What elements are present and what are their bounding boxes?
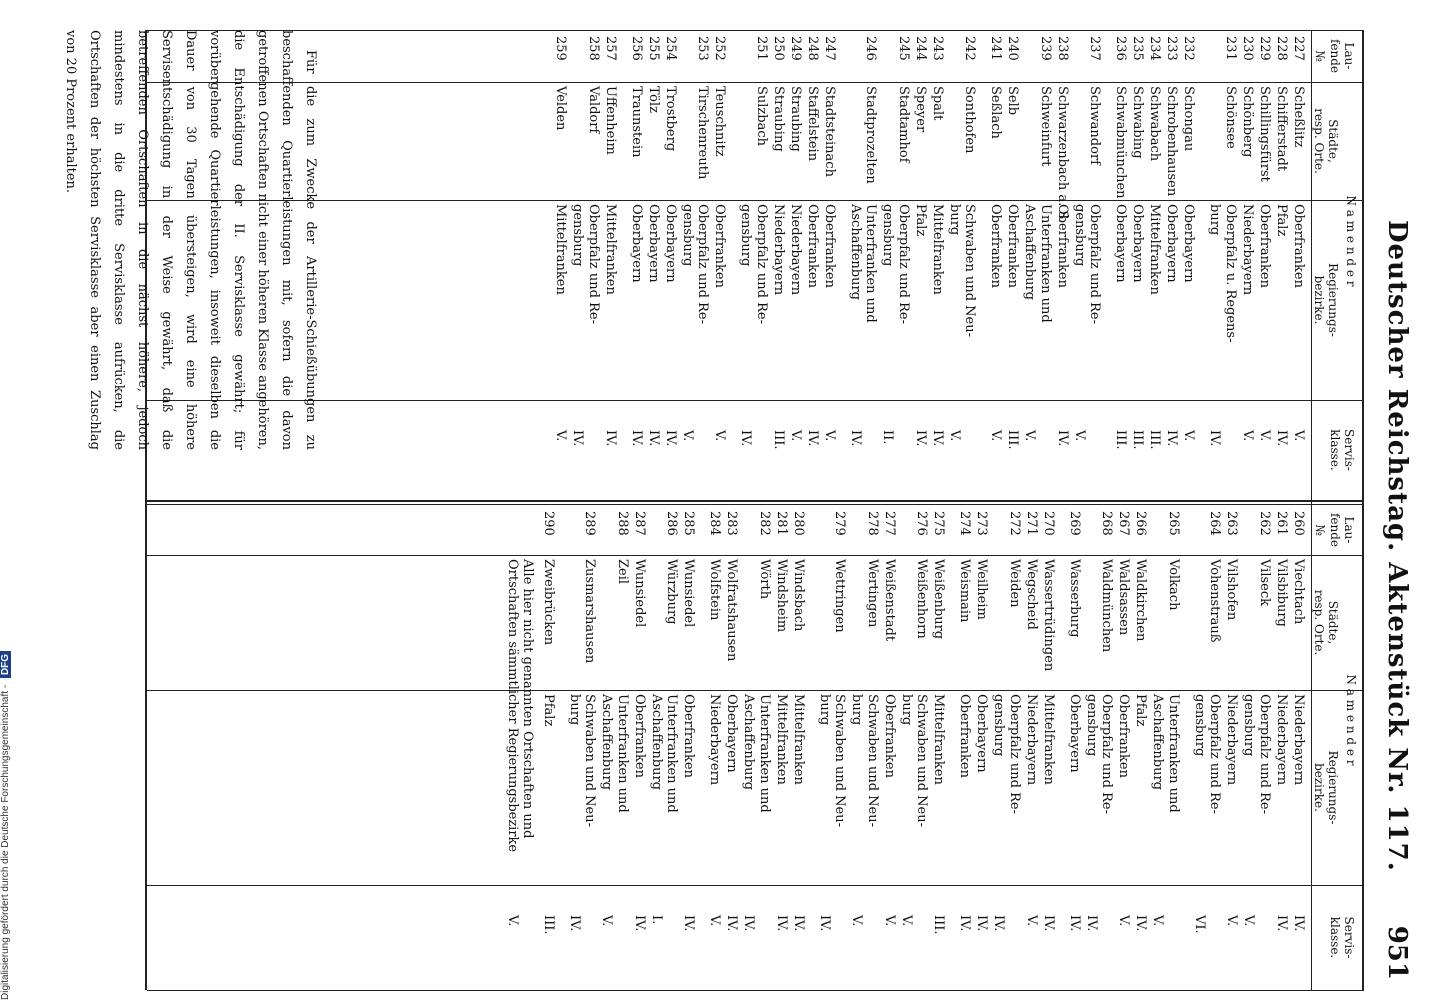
row-place: Waldkirchen <box>1133 559 1149 642</box>
row-nr: 271 <box>1024 511 1039 536</box>
row-nr: 274 <box>957 511 973 536</box>
row-place: Weißenburg <box>931 559 947 640</box>
row-nr: 261 <box>1274 511 1289 536</box>
row-class: IV. <box>1041 915 1056 932</box>
row-district: Oberbayern <box>724 694 740 773</box>
row-district: Oberbayern <box>1164 204 1180 283</box>
row-nr: 245 <box>896 36 911 61</box>
row-nr: 286 <box>664 511 680 536</box>
row-nr: 269 <box>1067 511 1082 536</box>
table-rule-vertical <box>147 30 1364 31</box>
row-class: III. <box>771 430 786 450</box>
table-rule-vertical <box>147 200 1364 201</box>
row-district: Oberfranken <box>681 694 697 778</box>
row-nr: 281 <box>774 511 789 536</box>
row-nr: 285 <box>681 511 697 536</box>
row-place: Viechtach <box>1291 559 1306 625</box>
row-class: V. <box>822 430 837 442</box>
header-nr: Lau- fende № <box>1313 38 1356 74</box>
row-nr: 237 <box>1087 36 1103 61</box>
row-district: Niederbayern <box>1024 694 1039 786</box>
row-nr: 253 <box>695 36 711 61</box>
row-class: II. <box>880 430 896 445</box>
table-rule-vertical <box>147 400 1364 401</box>
header-district: Regierungs- bezirke. <box>1311 263 1340 337</box>
header-class: Servis- klasse. <box>1327 429 1356 471</box>
row-place: Wasserburg <box>1067 559 1082 638</box>
row-place: Zweibrücken <box>541 559 556 646</box>
row-class: V. <box>599 915 615 927</box>
row-class: V. <box>899 915 914 927</box>
table-rule-vertical <box>147 885 1364 886</box>
row-place: Stadtsteinach <box>822 86 837 177</box>
row-nr: 290 <box>541 511 556 536</box>
row-class: IV. <box>805 430 820 447</box>
row-nr: 241 <box>988 36 1004 61</box>
row-place: Vilsbiburg <box>1274 559 1289 627</box>
dfg-credit <box>0 0 14 1000</box>
row-district: Mittelfranken <box>603 204 618 295</box>
row-place: Schwabmünchen <box>1113 86 1129 199</box>
row-place: Wassertrüdingen <box>1041 559 1056 672</box>
row-class: V. <box>1072 430 1087 442</box>
row-district: Oberfranken <box>712 204 728 288</box>
row-district: Oberpfalz und Re- gensburg <box>1084 694 1115 814</box>
row-nr: 259 <box>553 36 569 61</box>
row-class: I. <box>649 915 664 925</box>
row-class: IV. <box>1291 915 1306 932</box>
row-class: IV. <box>1133 915 1149 932</box>
row-nr: 235 <box>1130 36 1146 61</box>
table-rule-vertical <box>147 690 1364 691</box>
row-nr: 228 <box>1274 36 1289 61</box>
row-place: Würzburg <box>664 559 680 625</box>
row-district: Mittelfranken <box>931 694 947 785</box>
row-place: Waldmünchen <box>1099 559 1115 653</box>
row-district: Niederbayern <box>1274 694 1289 786</box>
row-place: Traunstein <box>629 86 644 158</box>
row-district: Niederbayern <box>771 204 786 296</box>
row-class: IV. <box>738 430 754 447</box>
row-class: IV. <box>791 915 806 932</box>
row-district: Mittelfranken <box>1147 204 1163 295</box>
row-district: Oberbayern <box>1130 204 1146 283</box>
row-place: Wegscheid <box>1024 559 1039 630</box>
row-class: V. <box>1224 915 1240 927</box>
row-nr: 256 <box>629 36 644 61</box>
row-district: Schwaben und Neu- burg <box>817 694 848 827</box>
row-district: Oberfranken <box>805 204 820 288</box>
row-nr: 264 <box>1207 511 1223 536</box>
row-class: IV. <box>817 915 832 932</box>
row-class: IV. <box>603 430 618 447</box>
row-place: Schrobenhausen <box>1164 86 1180 197</box>
row-nr: 231 <box>1223 36 1238 61</box>
row-place: Velden <box>553 86 569 131</box>
dfg-logo: DFG <box>0 651 11 678</box>
row-district: Oberfranken <box>1116 694 1132 778</box>
row-place: Windsheim <box>774 559 789 633</box>
header-place: Städte, resp. Orte. <box>1311 589 1340 656</box>
row-nr: 242 <box>962 36 978 61</box>
row-district: Pfalz <box>913 204 928 237</box>
row-place: Stadtamhof <box>896 86 911 163</box>
table-rule-vertical <box>147 504 1364 505</box>
row-class: IV. <box>1055 430 1070 447</box>
row-district: Oberbayern <box>974 694 990 773</box>
row-place: Tölz <box>646 86 661 114</box>
row-place: Volkach <box>1166 559 1181 611</box>
header-names-group: N a m e n d e r <box>1344 674 1358 766</box>
row-district: Unterfranken und Aschaffenburg <box>1022 204 1053 323</box>
row-class: IV. <box>1084 915 1099 932</box>
row-class: IV. <box>848 430 863 447</box>
row-class: IV. <box>663 430 678 447</box>
row-place: Tirschenreuth <box>695 86 711 180</box>
row-class: IV. <box>930 430 945 447</box>
row-class: IV. <box>741 915 757 932</box>
row-class: IV. <box>724 915 740 932</box>
row-nr: 276 <box>914 511 930 536</box>
row-class: V. <box>1241 915 1257 927</box>
row-place: Weißenstadt <box>882 559 897 642</box>
row-class: IV. <box>646 430 661 447</box>
row-nr: 279 <box>832 511 848 536</box>
row-nr: 263 <box>1224 511 1240 536</box>
row-district: Schwaben und Neu- burg <box>567 694 598 827</box>
row-place: Wertingen <box>865 559 880 628</box>
row-district: Oberfranken <box>957 694 973 778</box>
header-names-group: N a m e n d e r <box>1344 195 1358 287</box>
row-class: III. <box>1147 430 1163 450</box>
table-rule-vertical <box>147 555 1364 556</box>
row-class: IV. <box>1067 915 1082 932</box>
row-district: Oberfranken <box>632 694 647 778</box>
row-district: Pfalz <box>541 694 556 727</box>
row-nr: 251 <box>754 36 769 61</box>
row-district: Schwaben und Neu- burg <box>849 694 880 827</box>
row-district: Unterfranken und Aschaffenburg <box>599 694 630 813</box>
row-nr: 288 <box>615 511 630 536</box>
row-class: IV. <box>991 915 1007 932</box>
row-place: Weilheim <box>974 559 990 620</box>
row-district: Schwaben und Neu- burg <box>947 204 978 337</box>
row-nr: 265 <box>1166 511 1181 536</box>
row-nr: 277 <box>882 511 897 536</box>
row-remainder-text: Alle hier nicht genannten Ortschaften und Ortschaften sämmtlicher Regierungsbezirke <box>505 559 535 853</box>
row-district: Oberpfalz und Re- gensburg <box>570 204 601 324</box>
row-district: Oberpfalz und Re- gensburg <box>738 204 769 324</box>
row-nr: 270 <box>1041 511 1056 536</box>
row-place: Valdorf <box>586 86 601 134</box>
row-nr: 260 <box>1291 511 1306 536</box>
row-place: Zeil <box>615 559 630 585</box>
row-nr: 230 <box>1240 36 1255 61</box>
row-district: Oberbayern <box>1067 694 1082 773</box>
row-nr: 272 <box>1007 511 1022 536</box>
row-class: IV. <box>570 430 586 447</box>
row-remainder-class: V. <box>505 915 520 927</box>
row-place: Selb <box>1005 86 1021 116</box>
row-district: Niederbayern <box>788 204 803 296</box>
row-district: Mittelfranken <box>930 204 945 295</box>
row-place: Weißenhorn <box>914 559 930 639</box>
row-nr: 238 <box>1055 36 1070 61</box>
row-place: Schwabing <box>1130 86 1146 159</box>
row-class: V. <box>1150 915 1166 927</box>
row-class: V. <box>680 430 695 442</box>
row-class: V. <box>1257 430 1272 442</box>
row-nr: 248 <box>805 36 820 61</box>
row-class: V. <box>712 430 728 442</box>
row-district: Oberbayern <box>1113 204 1129 283</box>
row-class: V. <box>849 915 865 927</box>
row-nr: 249 <box>788 36 803 61</box>
row-nr: 243 <box>930 36 945 61</box>
row-class: V. <box>1022 430 1038 442</box>
row-place: Windsbach <box>791 559 806 632</box>
row-district: Mittelfranken <box>774 694 789 785</box>
header-title: Deutscher Reichstag. Aktenstück Nr. 117. <box>1382 220 1412 872</box>
row-nr: 227 <box>1291 36 1306 61</box>
row-district: Unterfranken und Aschaffenburg <box>1150 694 1181 813</box>
header-place: Städte, resp. Orte. <box>1311 108 1340 174</box>
row-class: V. <box>788 430 803 442</box>
row-class: IV. <box>629 430 644 447</box>
row-class: V. <box>707 915 723 927</box>
row-place: Schönsee <box>1223 86 1238 149</box>
row-district: Pfalz <box>1274 204 1289 237</box>
row-district: Oberpfalz und Re- gensburg <box>991 694 1022 814</box>
row-place: Straubing <box>788 86 803 152</box>
page-header <box>1372 0 1412 1000</box>
row-place: Wolfstein <box>707 559 723 621</box>
row-district: Niederbayern <box>1240 204 1255 296</box>
row-place: Vohenstrauß <box>1207 559 1223 643</box>
row-place: Sonthofen <box>962 86 978 154</box>
row-class: III. <box>541 915 556 935</box>
row-district: Pfalz <box>1133 694 1149 727</box>
dfg-sidebar <box>0 0 14 1000</box>
row-place: Wettringen <box>832 559 848 633</box>
row-district: Oberfranken <box>988 204 1004 288</box>
row-nr: 275 <box>931 511 947 536</box>
row-nr: 267 <box>1116 511 1132 536</box>
row-place: Spalt <box>930 86 945 121</box>
row-nr: 250 <box>771 36 786 61</box>
header-nr: Lau- fende № <box>1313 512 1356 548</box>
row-class: IV. <box>632 915 647 932</box>
row-district: Oberpfalz und Re- gensburg <box>1072 204 1103 324</box>
row-place: Vilseck <box>1257 559 1272 606</box>
row-district: Niederbayern <box>1291 694 1306 786</box>
row-place: Uffenheim <box>603 86 618 155</box>
row-place: Staffelstein <box>805 86 820 162</box>
row-district: Unterfranken und Aschaffenburg <box>649 694 680 813</box>
header-class: Servis- klasse. <box>1327 916 1356 959</box>
row-nr: 239 <box>1038 36 1053 61</box>
footnote <box>57 30 322 450</box>
row-district: Mittelfranken <box>1041 694 1056 785</box>
row-class: IV. <box>913 430 928 447</box>
row-district: Oberbayern <box>1181 204 1197 283</box>
row-nr: 229 <box>1257 36 1272 61</box>
row-nr: 287 <box>632 511 647 536</box>
row-place: Schönberg <box>1240 86 1255 158</box>
row-class: V. <box>882 915 897 927</box>
row-nr: 282 <box>757 511 772 536</box>
row-place: Sulzbach <box>754 86 769 147</box>
row-nr: 258 <box>586 36 601 61</box>
page-number: 951 <box>1382 925 1412 980</box>
row-class: V. <box>1024 915 1039 927</box>
row-district: Oberpfalz u. Regens- burg <box>1207 204 1238 343</box>
row-place: Straubing <box>771 86 786 152</box>
row-place: Schwabach <box>1147 86 1163 162</box>
row-nr: 244 <box>913 36 928 61</box>
row-place: Wörth <box>757 559 772 600</box>
row-class: IV. <box>567 915 582 932</box>
row-place: Scheßlitz <box>1291 86 1306 148</box>
row-place: Wunsiedel <box>632 559 647 628</box>
row-nr: 240 <box>1005 36 1021 61</box>
row-district: Niederbayern <box>707 694 723 786</box>
row-place: Weiden <box>1007 559 1022 608</box>
row-district: Oberfranken <box>1291 204 1306 288</box>
row-district: Oberfranken <box>822 204 837 288</box>
row-district: Mittelfranken <box>791 694 806 785</box>
row-class: IV. <box>1207 430 1223 447</box>
row-nr: 232 <box>1181 36 1197 61</box>
row-class: V. <box>1116 915 1132 927</box>
row-place: Schweinfurt <box>1038 86 1053 167</box>
header-district: Regierungs- bezirke. <box>1311 750 1340 825</box>
row-nr: 236 <box>1113 36 1129 61</box>
row-district: Oberfranken <box>1257 204 1272 288</box>
row-place: Trostberg <box>663 86 678 152</box>
row-nr: 283 <box>724 511 740 536</box>
row-nr: 246 <box>863 36 879 61</box>
row-district: Schwaben und Neu- burg <box>899 694 930 827</box>
row-class: IV. <box>1274 915 1289 932</box>
row-district: Unterfranken und Aschaffenburg <box>848 204 879 323</box>
row-nr: 233 <box>1164 36 1180 61</box>
row-district: Oberbayern <box>629 204 644 283</box>
row-place: Wolfratshausen <box>724 559 740 662</box>
row-place: Schwarzenbach a. S. <box>1055 86 1070 224</box>
row-nr: 284 <box>707 511 723 536</box>
row-nr: 289 <box>582 511 598 536</box>
row-district: Niederbayern <box>1224 694 1240 786</box>
row-district: Oberfranken <box>1005 204 1021 288</box>
row-place: Stadtprozelten <box>863 86 879 184</box>
row-place: Schillingsfürst <box>1257 86 1272 182</box>
row-class: V. <box>947 430 962 442</box>
row-class: V. <box>553 430 569 442</box>
row-nr: 262 <box>1257 511 1272 536</box>
row-district: Oberbayern <box>646 204 661 283</box>
row-class: IV. <box>957 915 973 932</box>
row-class: V. <box>1291 430 1306 442</box>
row-class: V. <box>1240 430 1255 442</box>
row-nr: 278 <box>865 511 880 536</box>
row-nr: 254 <box>663 36 678 61</box>
row-nr: 266 <box>1133 511 1149 536</box>
row-district: Oberpfalz und Re- gensburg <box>880 204 911 324</box>
row-class: IV. <box>974 915 990 932</box>
row-district: Oberfranken <box>882 694 897 778</box>
dfg-credit-text: Digitalisierung gefördert durch die Deutsche Forschungsgemeinschaft - <box>0 684 11 1000</box>
row-place: Seßlach <box>988 86 1004 139</box>
row-district: Oberpfalz und Re- gensburg <box>1241 694 1272 814</box>
row-nr: 234 <box>1147 36 1163 61</box>
row-district: Mittelfranken <box>553 204 569 295</box>
row-place: Schifferstadt <box>1274 86 1289 172</box>
table-rule-vertical <box>147 82 1364 83</box>
row-district: Oberbayern <box>663 204 678 283</box>
row-nr: 252 <box>712 36 728 61</box>
row-place: Speyer <box>913 86 928 133</box>
row-place: Waldsassen <box>1116 559 1132 636</box>
row-class: IV. <box>774 915 789 932</box>
row-nr: 273 <box>974 511 990 536</box>
row-nr: 268 <box>1099 511 1115 536</box>
row-class: IV. <box>1274 430 1289 447</box>
footnote-text: Für die zum Zwecke der Artillerie-Schießübungen zu beschaffenden Quartierleistungen mit, sofern die davon getroffenen Ortschaften nicht einer höheren Klasse angehören, die Entschädigung der II. Servisklasse gewährt; für vorübergehende Quartierleistungen, insoweit dieselben die Dauer von 30 Tagen übersteigen, wird eine höhere Servisentschädigung in der Weise gewährt, daß die betreffenden Ortschaften in die nächst höhere, jedoch mindestens in die dritte Servisklasse aufrücken, die Ortschaften der höchsten Servisklasse aber einen Zuschlag von 20 Prozent erhalten. <box>62 30 318 450</box>
table-rule-horizontal <box>1362 30 1364 990</box>
row-district: Oberpfalz und Re- gensburg <box>680 204 711 324</box>
row-place: Vilshofen <box>1224 559 1240 621</box>
row-class: III. <box>931 915 947 935</box>
row-nr: 247 <box>822 36 837 61</box>
row-class: IV. <box>681 915 697 932</box>
row-district: Unterfranken und Aschaffenburg <box>741 694 772 813</box>
row-place: Teuschnitz <box>712 86 728 157</box>
row-nr: 255 <box>646 36 661 61</box>
row-place: Zusmarshausen <box>582 559 598 664</box>
row-place: Schongau <box>1181 86 1197 152</box>
row-class: VI. <box>1192 915 1207 934</box>
table-rule-vertical <box>147 990 1364 991</box>
row-class: V. <box>1181 430 1197 442</box>
row-nr: 257 <box>603 36 618 61</box>
table-rule-vertical <box>147 500 1364 502</box>
row-class: III. <box>1113 430 1129 450</box>
row-class: III. <box>1005 430 1021 450</box>
row-place: Schwandorf <box>1087 86 1103 165</box>
row-place: Weismain <box>957 559 973 623</box>
row-class: IV. <box>1164 430 1180 447</box>
row-district: Oberfranken <box>1055 204 1070 288</box>
row-class: III. <box>1130 430 1146 450</box>
row-nr: 280 <box>791 511 806 536</box>
row-place: Wunsiedel <box>681 559 697 628</box>
row-district: Oberpfalz und Re- gensburg <box>1192 694 1223 814</box>
row-class: V. <box>988 430 1004 442</box>
